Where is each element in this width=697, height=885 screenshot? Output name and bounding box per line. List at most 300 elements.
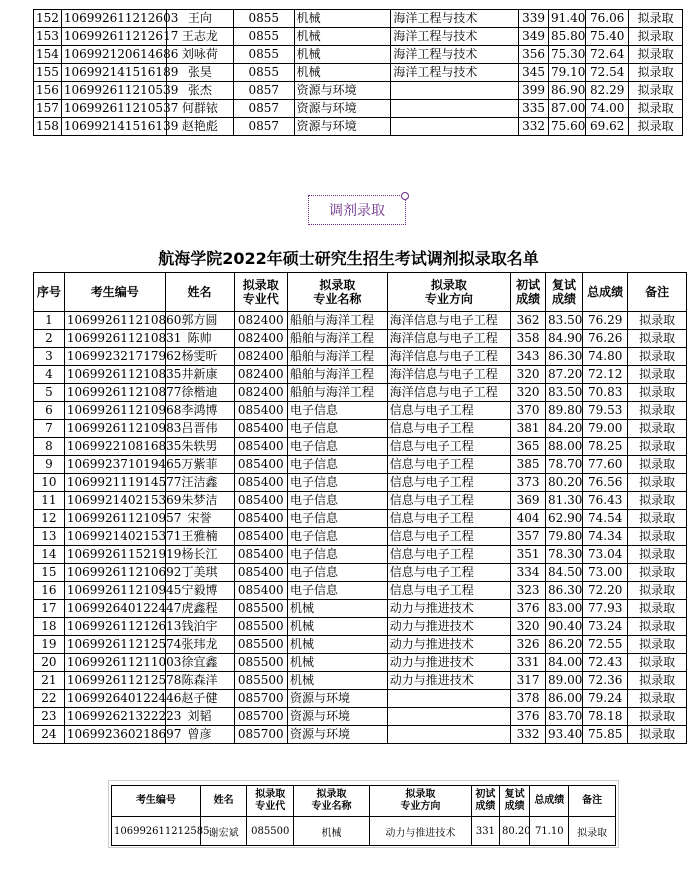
table-cell: 72.36 — [583, 672, 628, 690]
table-cell: 海洋工程与技术 — [391, 28, 519, 46]
table-cell: 5 — [34, 384, 65, 402]
table-cell: 信息与电子工程 — [387, 456, 510, 474]
table-cell: 船舶与海洋工程 — [287, 348, 387, 366]
table-cell: 海洋工程与技术 — [391, 10, 519, 28]
table-cell: 84.90 — [546, 330, 583, 348]
column-header: 复试 成绩 — [546, 273, 583, 312]
table-cell: 9 — [34, 456, 65, 474]
table-cell: 085400 — [234, 528, 287, 546]
column-header: 初试 成绩 — [471, 786, 499, 817]
table-cell: 70.83 — [583, 384, 628, 402]
table-cell: 船舶与海洋工程 — [287, 384, 387, 402]
table-cell: 86.20 — [546, 636, 583, 654]
bottom-table-body — [112, 817, 616, 846]
table-cell: 虎鑫程 — [165, 600, 234, 618]
table-cell: 0857 — [233, 82, 294, 100]
table-cell: 79.00 — [583, 420, 628, 438]
table-cell: 153 — [34, 28, 62, 46]
table-cell: 3 — [34, 348, 65, 366]
bottom-table-header — [112, 786, 616, 817]
table-cell: 106992611210539 — [61, 82, 166, 100]
table-cell: 345 — [519, 64, 549, 82]
table-cell: 0855 — [233, 46, 294, 64]
table-cell: 拟录取 — [569, 817, 616, 846]
table-cell: 106992210816835 — [64, 438, 165, 456]
table-cell: 曾彦 — [165, 726, 234, 744]
table-cell: 20 — [34, 654, 65, 672]
column-header: 拟录取 专业代 — [234, 273, 287, 312]
table-cell: 信息与电子工程 — [387, 420, 510, 438]
table-cell: 徐楷迪 — [165, 384, 234, 402]
table-cell: 2 — [34, 330, 65, 348]
table-row — [34, 510, 687, 528]
table-row — [34, 654, 687, 672]
table-cell: 74.34 — [583, 528, 628, 546]
main-table-header — [34, 273, 687, 312]
table-cell: 84.00 — [546, 654, 583, 672]
table-cell: 76.26 — [583, 330, 628, 348]
table-cell: 0857 — [233, 118, 294, 136]
table-cell: 73.00 — [583, 564, 628, 582]
table-cell: 拟录取 — [628, 474, 687, 492]
table-cell: 机械 — [294, 46, 391, 64]
table-cell: 海洋工程与技术 — [391, 46, 519, 64]
table-cell: 106992611210957 — [64, 510, 165, 528]
table-cell: 电子信息 — [287, 402, 387, 420]
table-cell: 106992140215371 — [64, 528, 165, 546]
table-cell: 93.40 — [546, 726, 583, 744]
table-cell: 84.50 — [546, 564, 583, 582]
table-cell: 杨雯昕 — [165, 348, 234, 366]
table-cell: 323 — [511, 582, 546, 600]
table-row — [34, 28, 683, 46]
table-cell: 69.62 — [586, 118, 629, 136]
table-row — [34, 312, 687, 330]
table-cell: 汪洁鑫 — [165, 474, 234, 492]
table-cell: 1 — [34, 312, 65, 330]
main-table — [33, 272, 687, 744]
table-cell: 106992611210537 — [61, 100, 166, 118]
table-cell: 海洋信息与电子工程 — [387, 312, 510, 330]
table-cell: 电子信息 — [287, 438, 387, 456]
table-cell: 155 — [34, 64, 62, 82]
table-row — [34, 402, 687, 420]
table-cell: 拟录取 — [628, 384, 687, 402]
table-cell: 资源与环境 — [294, 100, 391, 118]
table-row — [34, 546, 687, 564]
table-cell: 资源与环境 — [287, 726, 387, 744]
table-cell: 72.20 — [583, 582, 628, 600]
table-cell: 106992611211003 — [64, 654, 165, 672]
table-cell: 信息与电子工程 — [387, 474, 510, 492]
table-cell: 机械 — [294, 64, 391, 82]
table-cell: 王向 — [166, 10, 233, 28]
column-header: 拟录取 专业名称 — [287, 273, 387, 312]
table-row — [34, 118, 683, 136]
table-cell: 106992611212585 — [112, 817, 201, 846]
table-row — [34, 46, 683, 64]
table-cell: 082400 — [234, 312, 287, 330]
table-cell: 358 — [511, 330, 546, 348]
table-cell: 海洋信息与电子工程 — [387, 330, 510, 348]
table-cell: 拟录取 — [628, 690, 687, 708]
table-cell: 85.80 — [549, 28, 586, 46]
table-cell: 电子信息 — [287, 564, 387, 582]
table-cell: 320 — [511, 366, 546, 384]
table-cell: 378 — [511, 690, 546, 708]
page-title: 航海学院2022年硕士研究生招生考试调剂拟录取名单 — [158, 249, 539, 268]
table-cell: 11 — [34, 492, 65, 510]
table-row — [34, 672, 687, 690]
table-cell: 106992611210968 — [64, 402, 165, 420]
table-cell: 72.43 — [583, 654, 628, 672]
table-cell: 76.43 — [583, 492, 628, 510]
table-row — [34, 366, 687, 384]
table-cell: 动力与推进技术 — [387, 654, 510, 672]
table-cell: 106992111914577 — [64, 474, 165, 492]
table-cell: 信息与电子工程 — [387, 546, 510, 564]
table-cell: 106992321717962 — [64, 348, 165, 366]
table-cell: 106992141516139 — [61, 118, 166, 136]
table-row — [34, 564, 687, 582]
table-cell: 106992611212617 — [61, 28, 166, 46]
table-cell: 72.12 — [583, 366, 628, 384]
main-table-body — [34, 312, 687, 744]
table-cell: 082400 — [234, 384, 287, 402]
table-cell: 资源与环境 — [287, 708, 387, 726]
table-row — [34, 10, 683, 28]
table-cell: 拟录取 — [628, 582, 687, 600]
table-cell: 拟录取 — [628, 672, 687, 690]
table-cell: 085400 — [234, 474, 287, 492]
table-cell: 106992611210983 — [64, 420, 165, 438]
table-cell: 343 — [511, 348, 546, 366]
table-row — [34, 100, 683, 118]
table-row — [34, 690, 687, 708]
table-cell: 船舶与海洋工程 — [287, 312, 387, 330]
top-table-body — [34, 10, 683, 136]
table-cell: 拟录取 — [628, 348, 687, 366]
table-cell: 74.80 — [583, 348, 628, 366]
table-cell — [391, 100, 519, 118]
table-row — [34, 726, 687, 744]
table-cell: 拟录取 — [629, 100, 683, 118]
table-cell — [391, 82, 519, 100]
table-cell: 赵子健 — [165, 690, 234, 708]
table-cell: 信息与电子工程 — [387, 438, 510, 456]
table-cell: 16 — [34, 582, 65, 600]
table-cell: 李鸿博 — [165, 402, 234, 420]
table-cell: 拟录取 — [629, 28, 683, 46]
column-header: 总成绩 — [583, 273, 628, 312]
table-cell: 106992611210835 — [64, 366, 165, 384]
table-cell: 106992120614686 — [61, 46, 166, 64]
table-cell: 吕晋伟 — [165, 420, 234, 438]
table-row — [34, 456, 687, 474]
table-cell: 78.70 — [546, 456, 583, 474]
column-header: 备注 — [628, 273, 687, 312]
table-cell: 刘韬 — [165, 708, 234, 726]
table-cell: 106992611210860 — [64, 312, 165, 330]
table-cell: 76.06 — [586, 10, 629, 28]
table-cell: 106992611212603 — [61, 10, 166, 28]
table-cell: 085400 — [234, 546, 287, 564]
table-cell: 404 — [511, 510, 546, 528]
table-cell: 24 — [34, 726, 65, 744]
column-header: 拟录取 专业名称 — [294, 786, 370, 817]
table-cell: 海洋信息与电子工程 — [387, 348, 510, 366]
table-cell: 89.80 — [546, 402, 583, 420]
table-cell: 21 — [34, 672, 65, 690]
table-cell: 317 — [511, 672, 546, 690]
table-cell: 电子信息 — [287, 582, 387, 600]
table-row — [34, 636, 687, 654]
table-cell: 22 — [34, 690, 65, 708]
table-row — [34, 348, 687, 366]
table-cell: 18 — [34, 618, 65, 636]
table-cell: 082400 — [234, 348, 287, 366]
table-cell: 085400 — [234, 582, 287, 600]
table-cell: 77.93 — [583, 600, 628, 618]
table-cell: 拟录取 — [628, 528, 687, 546]
column-header: 考生编号 — [112, 786, 201, 817]
table-cell: 83.50 — [546, 312, 583, 330]
table-row — [34, 420, 687, 438]
table-cell: 74.54 — [583, 510, 628, 528]
table-cell: 朱梦洁 — [165, 492, 234, 510]
table-cell: 资源与环境 — [294, 82, 391, 100]
table-cell: 106992360218697 — [64, 726, 165, 744]
table-row — [34, 708, 687, 726]
table-cell: 106992611210945 — [64, 582, 165, 600]
table-cell: 106992611210831 — [64, 330, 165, 348]
table-cell: 拟录取 — [628, 726, 687, 744]
table-cell: 83.50 — [546, 384, 583, 402]
table-cell: 082400 — [234, 366, 287, 384]
table-cell: 杨长江 — [165, 546, 234, 564]
table-cell: 79.10 — [549, 64, 586, 82]
resize-handle-icon[interactable] — [401, 192, 409, 200]
table-cell: 拟录取 — [628, 708, 687, 726]
table-cell: 19 — [34, 636, 65, 654]
table-row — [34, 582, 687, 600]
column-header: 序号 — [34, 273, 65, 312]
table-cell: 365 — [511, 438, 546, 456]
table-cell: 船舶与海洋工程 — [287, 330, 387, 348]
table-cell: 拟录取 — [628, 402, 687, 420]
table-cell: 13 — [34, 528, 65, 546]
table-cell: 085700 — [234, 726, 287, 744]
table-cell: 80.20 — [499, 817, 529, 846]
table-cell: 085500 — [247, 817, 294, 846]
table-cell: 7 — [34, 420, 65, 438]
table-cell: 362 — [511, 312, 546, 330]
table-cell: 106992611210877 — [64, 384, 165, 402]
table-cell: 73.04 — [583, 546, 628, 564]
table-cell: 157 — [34, 100, 62, 118]
table-cell: 085400 — [234, 438, 287, 456]
table-cell: 12 — [34, 510, 65, 528]
column-header: 考生编号 — [64, 273, 165, 312]
table-cell: 拟录取 — [628, 564, 687, 582]
table-cell: 154 — [34, 46, 62, 64]
column-header: 备注 — [569, 786, 616, 817]
adjust-admission-button[interactable] — [308, 195, 406, 225]
table-cell: 张杰 — [166, 82, 233, 100]
table-cell: 赵艳彪 — [166, 118, 233, 136]
table-cell: 电子信息 — [287, 546, 387, 564]
table-cell: 拟录取 — [628, 546, 687, 564]
table-cell: 拟录取 — [628, 654, 687, 672]
table-cell: 71.10 — [530, 817, 569, 846]
table-cell: 83.70 — [546, 708, 583, 726]
table-cell: 106992141516189 — [61, 64, 166, 82]
table-cell: 机械 — [287, 654, 387, 672]
table-row — [34, 474, 687, 492]
table-cell: 106992621322223 — [64, 708, 165, 726]
table-cell: 085400 — [234, 492, 287, 510]
table-cell: 75.85 — [583, 726, 628, 744]
table-cell: 刘咏荷 — [166, 46, 233, 64]
table-row — [34, 438, 687, 456]
table-cell: 海洋工程与技术 — [391, 64, 519, 82]
table-cell: 331 — [471, 817, 499, 846]
table-cell: 万紫菲 — [165, 456, 234, 474]
table-cell: 拟录取 — [628, 420, 687, 438]
table-cell: 106992140215369 — [64, 492, 165, 510]
table-cell: 320 — [511, 384, 546, 402]
table-cell: 10 — [34, 474, 65, 492]
table-cell: 朱轶男 — [165, 438, 234, 456]
table-cell: 90.40 — [546, 618, 583, 636]
table-cell: 拟录取 — [629, 46, 683, 64]
table-cell: 376 — [511, 708, 546, 726]
table-cell: 拟录取 — [628, 492, 687, 510]
table-cell: 399 — [519, 82, 549, 100]
table-cell: 15 — [34, 564, 65, 582]
table-cell: 86.00 — [546, 690, 583, 708]
table-cell: 085400 — [234, 402, 287, 420]
table-cell: 拟录取 — [628, 330, 687, 348]
bottom-table — [111, 785, 616, 846]
table-cell: 电子信息 — [287, 456, 387, 474]
table-cell: 王志龙 — [166, 28, 233, 46]
table-cell: 拟录取 — [628, 366, 687, 384]
column-header: 拟录取 专业方向 — [387, 273, 510, 312]
table-cell: 86.30 — [546, 348, 583, 366]
table-cell: 77.60 — [583, 456, 628, 474]
table-cell: 拟录取 — [628, 600, 687, 618]
table-cell: 326 — [511, 636, 546, 654]
table-cell: 106992640122446 — [64, 690, 165, 708]
column-header: 姓名 — [200, 786, 247, 817]
table-cell: 拟录取 — [628, 510, 687, 528]
table-cell: 宋誉 — [165, 510, 234, 528]
table-cell: 085500 — [234, 600, 287, 618]
table-row — [34, 330, 687, 348]
table-cell: 资源与环境 — [294, 118, 391, 136]
table-cell: 动力与推进技术 — [387, 636, 510, 654]
table-cell: 徐宜鑫 — [165, 654, 234, 672]
table-cell: 349 — [519, 28, 549, 46]
table-row — [34, 492, 687, 510]
table-cell: 海洋信息与电子工程 — [387, 366, 510, 384]
table-cell: 334 — [511, 564, 546, 582]
table-cell: 82.29 — [586, 82, 629, 100]
adjust-admission-label: 调剂录取 — [329, 203, 385, 219]
table-cell: 拟录取 — [628, 438, 687, 456]
table-cell: 91.40 — [549, 10, 586, 28]
table-cell: 320 — [511, 618, 546, 636]
table-cell — [387, 690, 510, 708]
table-cell: 信息与电子工程 — [387, 402, 510, 420]
table-cell: 电子信息 — [287, 474, 387, 492]
table-cell: 拟录取 — [629, 118, 683, 136]
table-cell: 085400 — [234, 420, 287, 438]
table-cell: 电子信息 — [287, 510, 387, 528]
table-cell: 78.18 — [583, 708, 628, 726]
table-cell: 75.40 — [586, 28, 629, 46]
column-header: 初试 成绩 — [511, 273, 546, 312]
table-cell: 332 — [519, 118, 549, 136]
column-header: 复试 成绩 — [499, 786, 529, 817]
table-cell: 74.00 — [586, 100, 629, 118]
table-cell: 385 — [511, 456, 546, 474]
table-cell: 085500 — [234, 654, 287, 672]
table-cell: 信息与电子工程 — [387, 582, 510, 600]
table-cell: 085500 — [234, 636, 287, 654]
table-cell: 电子信息 — [287, 492, 387, 510]
table-cell: 张玮龙 — [165, 636, 234, 654]
table-cell: 81.30 — [546, 492, 583, 510]
table-cell — [387, 726, 510, 744]
table-cell: 351 — [511, 546, 546, 564]
column-header: 拟录取 专业方向 — [369, 786, 471, 817]
table-cell: 拟录取 — [629, 82, 683, 100]
table-cell: 085700 — [234, 708, 287, 726]
bottom-table-frame — [108, 780, 619, 848]
table-cell: 78.30 — [546, 546, 583, 564]
table-cell: 海洋信息与电子工程 — [387, 384, 510, 402]
table-cell: 信息与电子工程 — [387, 528, 510, 546]
table-cell: 6 — [34, 402, 65, 420]
table-cell: 87.00 — [549, 100, 586, 118]
table-cell: 106992611212578 — [64, 672, 165, 690]
table-cell: 电子信息 — [287, 528, 387, 546]
table-cell: 资源与环境 — [287, 690, 387, 708]
table-cell: 76.29 — [583, 312, 628, 330]
table-row — [34, 600, 687, 618]
table-cell: 机械 — [287, 636, 387, 654]
table-cell: 电子信息 — [287, 420, 387, 438]
table-cell: 106992371019465 — [64, 456, 165, 474]
table-cell: 106992611210692 — [64, 564, 165, 582]
table-cell: 17 — [34, 600, 65, 618]
table-cell: 88.00 — [546, 438, 583, 456]
table-cell: 王雅楠 — [165, 528, 234, 546]
table-cell: 84.20 — [546, 420, 583, 438]
table-cell: 机械 — [287, 600, 387, 618]
table-cell: 郭方圆 — [165, 312, 234, 330]
table-cell: 085700 — [234, 690, 287, 708]
table-row — [34, 384, 687, 402]
table-cell: 动力与推进技术 — [387, 600, 510, 618]
table-cell: 381 — [511, 420, 546, 438]
table-cell: 75.30 — [549, 46, 586, 64]
table-cell: 14 — [34, 546, 65, 564]
top-table — [33, 9, 683, 136]
table-cell: 0855 — [233, 28, 294, 46]
